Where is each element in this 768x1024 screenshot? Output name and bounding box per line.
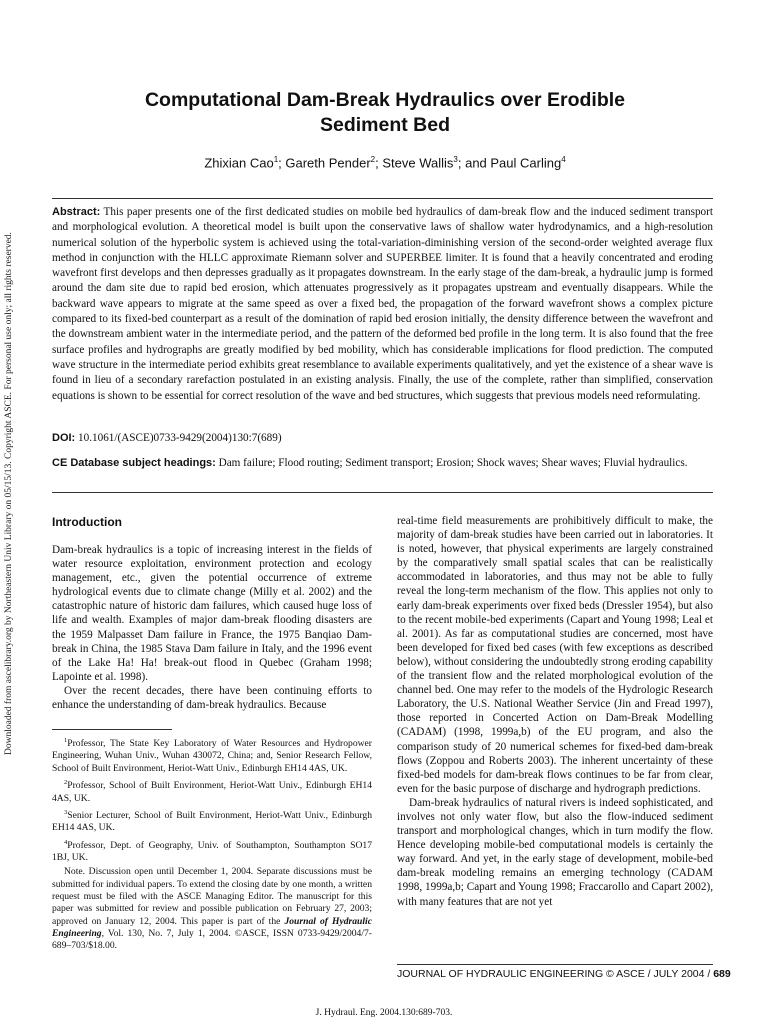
footnote-text: Professor, Dept. of Geography, Univ. of Southampton, Southampton SO17 1BJ, UK. — [52, 839, 372, 864]
author-separator: ; — [375, 155, 383, 171]
page-number: 689 — [713, 968, 731, 980]
abstract-text: This paper presents one of the first dedicated studies on mobile bed hydraulics of dam-break flow and the induced sediment transport and morphological evolution. A theoretical model is built upon the conservative laws of shallow water hydrodynamics, and a high-resolution numerical solution of the hyperbolic system is achieved using the total-variation-diminishing version of the second-order weighted average flux method in conjunction with the HLLC approximate Riemann solver and SUPERBEE limiter. It is found that a heavily concentrated and eroding wavefront first develops and then depresses gradually as it propagates downstream. In the early stage of the dam-break, a hydraulic jump is formed around the dam site due to rapid bed erosion, which attenuates progressively as it propagates upstream and eventually disappears. While the backward wave appears to migrate at the same speed as over a fixed bed, the propagation of the forward wavefront shows a complex picture compared to its fixed-bed counterpart as a result of the domination of rapid bed erosion initially, the density difference between the wavefront and the downstream ambient water in the intermediate period, and the pattern of the deformed bed profile in the long term. It is also found that the free surface profiles and hydrographs are greatly modified by bed mobility, which has considerable implications for flood prediction. The computed wave structure in the intermediate period exhibits great resemblance to available experiments qualitatively, and yet the existence of a shear wave is found in lieu of a secondary rarefaction postulated in an existing analysis. Finally, the use of the complete, rather than simplified, conservation equations is shown to be essential for correct resolution of the wave and bed structures, which suggests that previous models need reformulating. — [52, 206, 713, 402]
doi-value: 10.1061/(ASCE)0733-9429(2004)130:7(689) — [78, 432, 282, 444]
footnote — [52, 807, 372, 835]
author-name: Gareth Pender — [285, 155, 371, 171]
author-name: Zhixian Cao — [204, 155, 274, 171]
footnote — [52, 837, 372, 865]
title-line-1: Computational Dam-Break Hydraulics over Erodible — [144, 89, 626, 111]
author-name: Steve Wallis — [382, 155, 454, 171]
footnote-text: Professor, School of Built Environment, Heriot-Watt Univ., Edinburgh EH14 4AS, UK. — [52, 780, 372, 804]
author-affiliation-mark: 1 — [273, 155, 279, 164]
note-text: , Vol. 130, No. 7, July 1, 2004. ©ASCE, ISSN 0733-9429/2004/7-689–703/$18.00. — [52, 927, 372, 952]
header-divider — [52, 198, 713, 199]
abstract-label: Abstract: — [52, 206, 101, 218]
abstract — [52, 205, 713, 404]
subject-headings-value: Dam failure; Flood routing; Sediment transport; Erosion; Shock waves; Shear waves; Fluvial hydraulics. — [218, 457, 688, 469]
author-separator: ; and — [457, 155, 491, 171]
discussion-note — [52, 866, 372, 952]
footnote-text: Professor, The State Key Laboratory of Water Resources and Hydropower Engineering, Wuhan Univ., Wuhan 430072, China; and, Senior Research Fellow, School of Built Environment, Heriot-Watt Univ., Edinburgh EH14 4AS, UK. — [52, 738, 372, 774]
section-heading-introduction: Introduction — [52, 515, 122, 529]
running-footer — [397, 968, 731, 980]
footnotes — [52, 735, 372, 955]
subject-headings-label: CE Database subject headings: — [52, 457, 216, 469]
author-list — [60, 155, 710, 170]
body-paragraph: real-time field measurements are prohibitively difficult to make, the majority of dam-break studies have been carried out in laboratories. It is noted, however, that physical experiments are largely constrained by the comparatively small spatial scales that can be realistically accommodated in laboratories, and thus may not be able to fully reveal the long-term mechanism of the flow. This applies not only to early dam-break experiments over fixed beds (Dressler 1954), but also to the recent mobile-bed experiments (Capart and Young 1998; Leal et al. 2001). As far as computational studies are concerned, most have been developed for fixed bed cases (with few exceptions as described below), without considering the undoubtedly strong eroding capability of the transient flow and the related morphological evolution of the channel bed. One may refer to the models of the Hydrologic Research Laboratory, the U.S. National Weather Service (Jin and Fread 1997), those reported in Concerted Action on Dam-Break Modelling (CADAM) (1998, 1999a,b) of the EU program, and also the comparison study of 20 numerical schemes for fixed-bed dam-break flows (Zoppou and Roberts 2003). The inherent uncertainty of these fixed-bed models for dam-break flows continues to be far from clear, even for the basic purpose of discharge and hydrograph predictions. — [397, 515, 713, 795]
journal-name: Journal of Hydraulic Engineering — [52, 915, 372, 939]
footer-divider — [397, 964, 713, 965]
footnote-text: Senior Lecturer, School of Built Environment, Heriot-Watt Univ., Edinburgh EH14 4AS, UK. — [52, 810, 372, 834]
body-paragraph: Dam-break hydraulics is a topic of increasing interest in the fields of water resource exploitation, environment protection and ecology management, etc., given the potential occurrence of extreme hydrological events due to climate change (Milly et al. 2002) and the catastrophic nature of historic dam failures, which caused huge loss of life and wealth. Examples of major dam-break flooding disasters are the 1959 Malpasset Dam failure in France, the 1975 Banqiao Dam-break in China, the 1985 Stava Dam failure in Italy, and the 1996 event of the Lake Ha! Ha! break-out flood in Quebec (Graham 1998; Lapointe et al. 1998). — [52, 544, 372, 683]
footnote — [52, 735, 372, 775]
footnote-mark: 1 — [64, 737, 68, 744]
author-separator: ; — [278, 155, 286, 171]
author-name: Paul Carling — [490, 155, 562, 171]
body-paragraph: Dam-break hydraulics of natural rivers is indeed sophisticated, and involves not only water flow, but also the flow-induced sediment transport and morphological changes, which in turn modify the flow. Hence developing mobile-bed computational models is certainly the way forward. And yet, in the early stage of development, mobile-bed dam-break modeling remains an emerging technology (CADAM 1998, 1999a,b; Capart and Young 1998; Fraccarollo and Capart 2002), with many features that are not yet — [397, 796, 713, 908]
footnote-mark: 4 — [64, 838, 68, 846]
body-paragraph: Over the recent decades, there have been continuing efforts to enhance the understanding of dam-break hydraulics. Because — [52, 684, 372, 712]
footnote-mark: 3 — [64, 808, 68, 816]
download-notice: Downloaded from ascelibrary.org by Northeastern Univ Library on 05/15/13. Copyright ASCE. For personal use only; all rights reserved. — [4, 232, 14, 755]
footnote-mark: 2 — [64, 779, 68, 787]
author-affiliation-mark: 2 — [370, 155, 376, 164]
paper-title — [60, 88, 710, 138]
left-column — [52, 543, 372, 712]
journal-footer-text: JOURNAL OF HYDRAULIC ENGINEERING © ASCE / JULY 2004 / — [397, 968, 714, 980]
right-column — [397, 514, 713, 909]
doi-line — [52, 432, 713, 444]
subject-headings — [52, 456, 713, 471]
footnote — [52, 777, 372, 805]
doi-label: DOI: — [52, 432, 76, 444]
citation-line: J. Hydraul. Eng. 2004.130:689-703. — [315, 1008, 453, 1018]
footnote-divider — [52, 729, 172, 730]
title-line-2: Sediment Bed — [319, 114, 451, 136]
author-affiliation-mark: 4 — [561, 155, 566, 164]
author-affiliation-mark: 3 — [453, 155, 458, 164]
abstract-divider — [52, 492, 713, 493]
note-text: Note. Discussion open until December 1, 2004. Separate discussions must be submitted for individual papers. To extend the closing date by one month, a written request must be filed with the ASCE Managing Editor. The manuscript for this paper was submitted for review and possible publication on February 27, 2003; approved on January 12, 2004. This paper is part of the — [52, 866, 372, 927]
